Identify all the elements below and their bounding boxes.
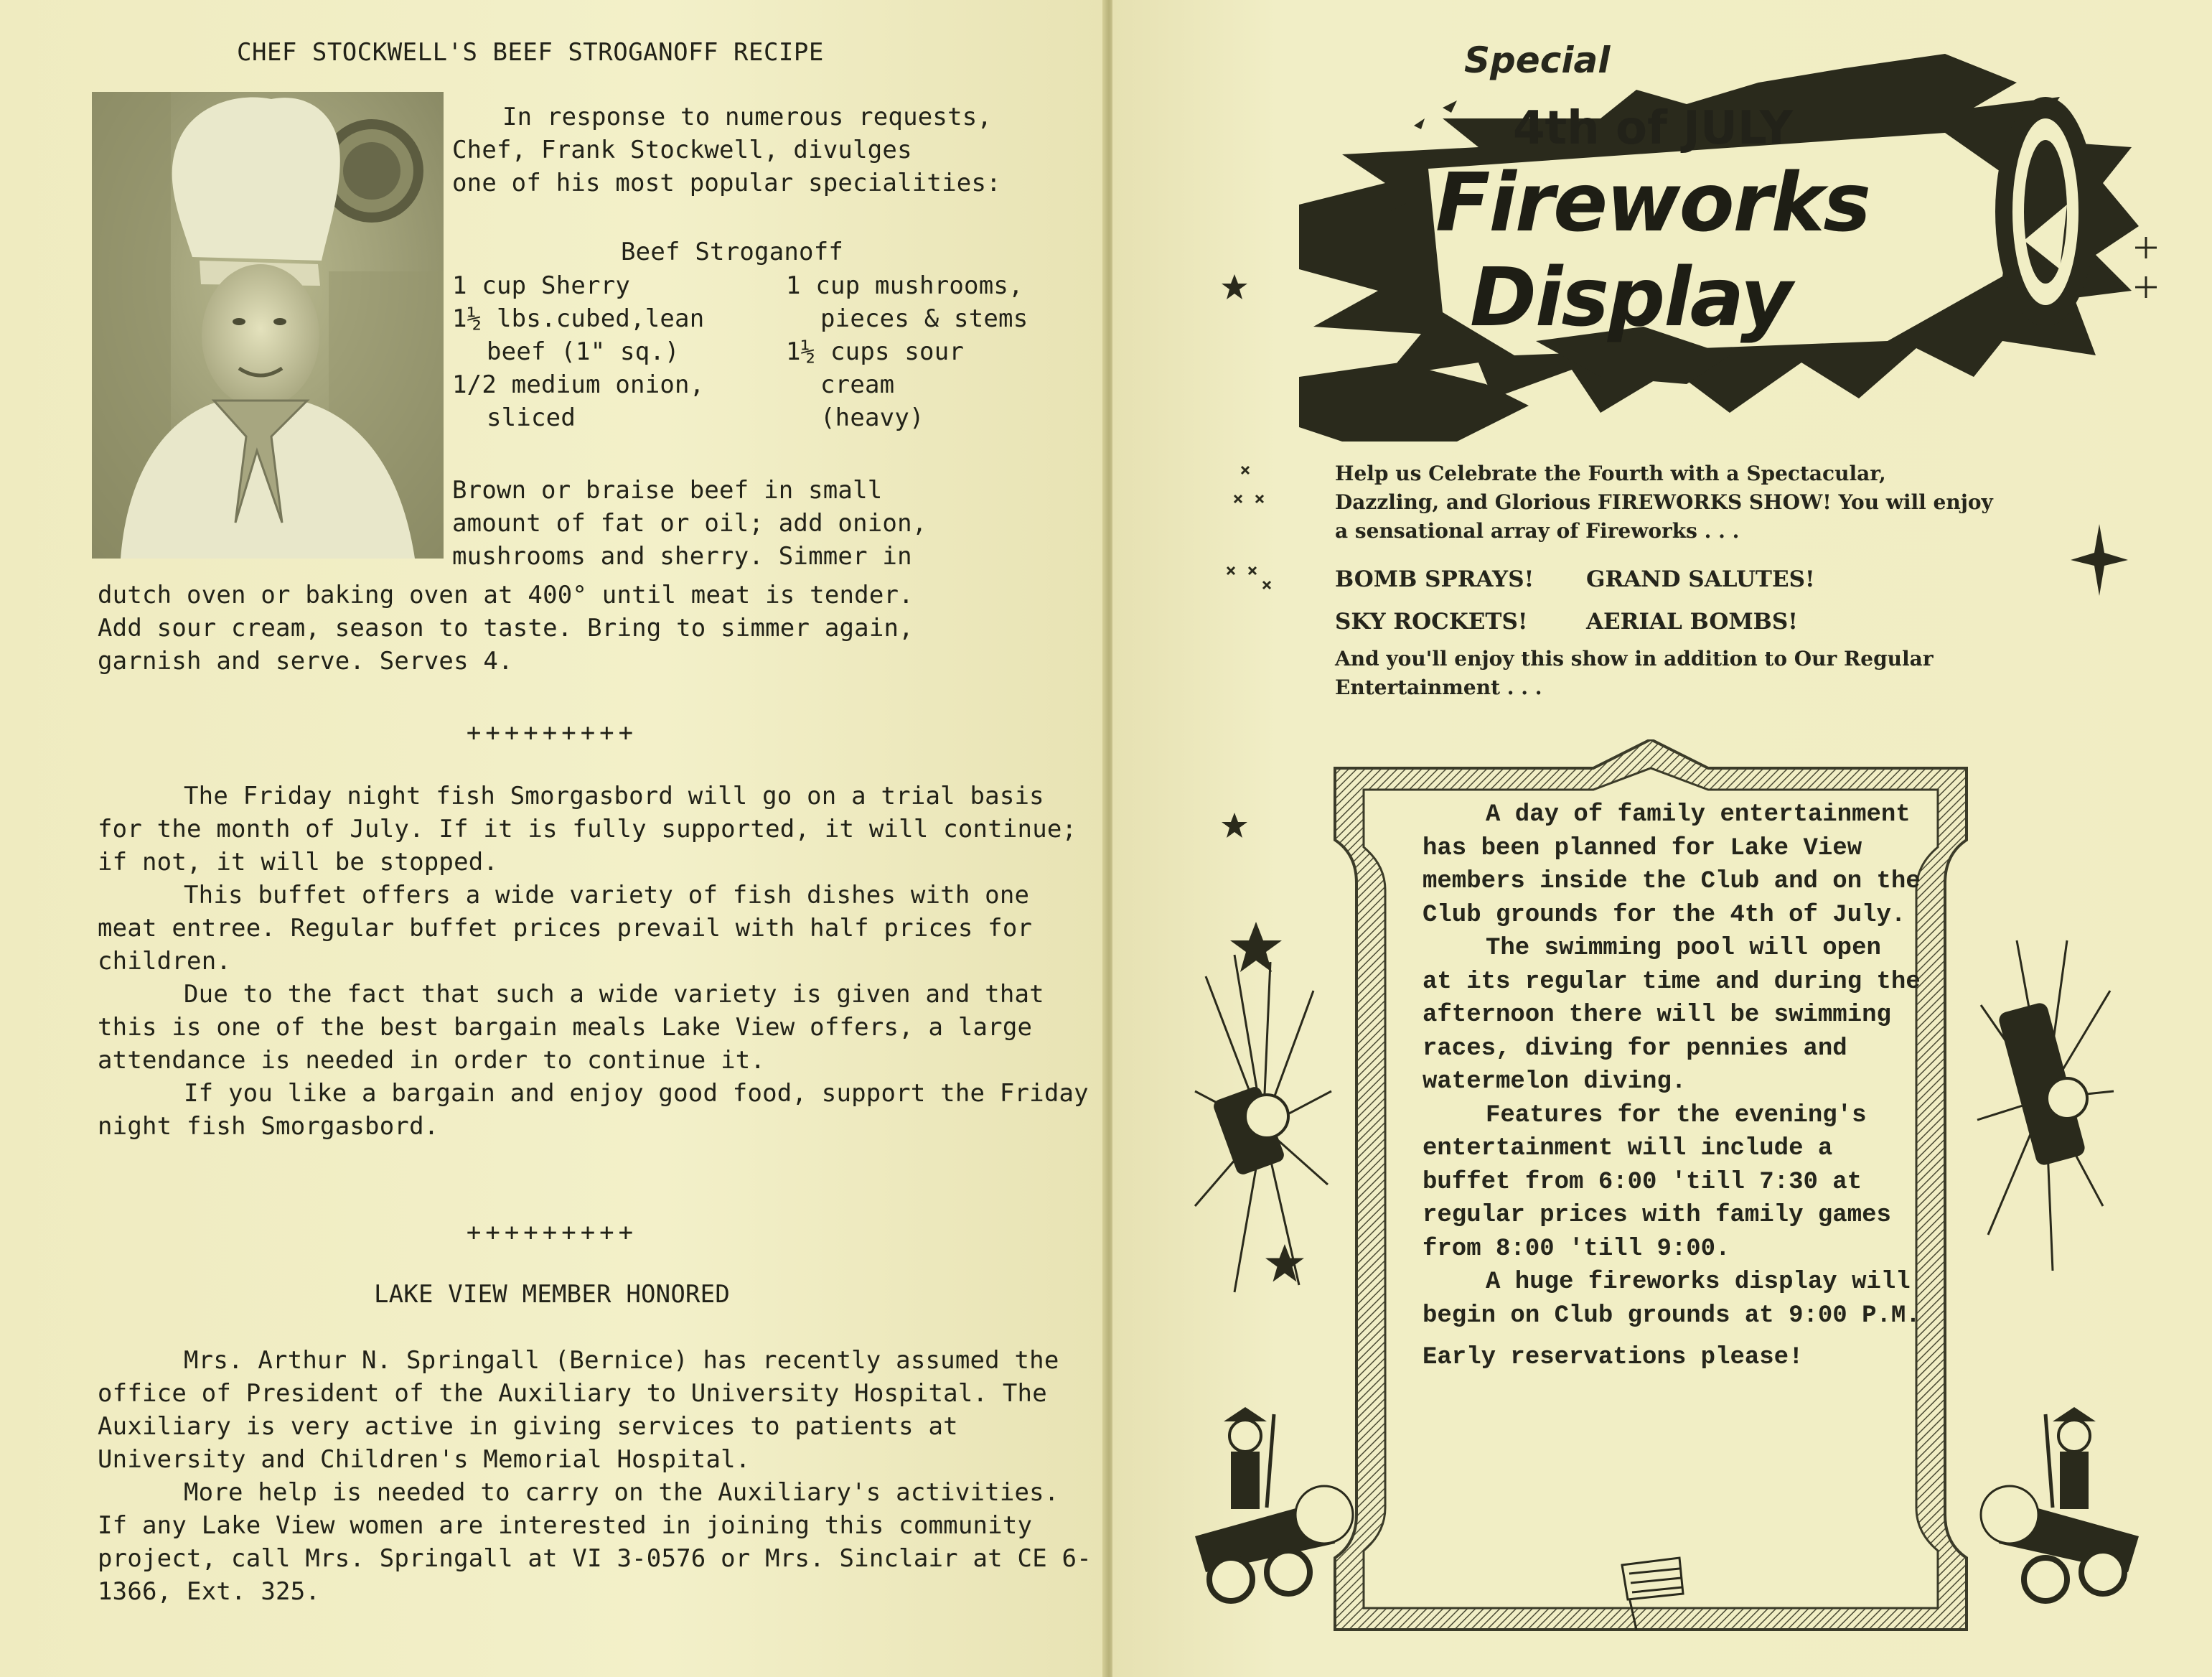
banner-display: Display <box>1470 251 1791 345</box>
ingredients-left <box>452 269 704 434</box>
directions-line: garnish and serve. Serves 4. <box>98 647 513 676</box>
dish-name: Beef Stroganoff <box>621 238 844 266</box>
chef-portrait-image <box>92 92 444 559</box>
frame-text <box>1423 798 1925 1375</box>
article-paragraph: If you like a bargain and enjoy good food, support the Friday night fish Smorgasbord. <box>98 1079 1089 1141</box>
ingredient-line: sliced <box>487 403 576 432</box>
article-paragraph: The Friday night fish Smorgasbord will go on a trial basis for the month of July. If it is fully supported, it will continue; if not, it will be stopped. <box>98 782 1077 877</box>
recipe-title: CHEF STOCKWELL'S BEEF STROGANOFF RECIPE <box>237 38 824 67</box>
directions-line: amount of fat or oil; add onion, <box>452 509 927 538</box>
ingredient-line: 1½ cups sour <box>786 337 965 366</box>
ingredient-line: 1 cup mushrooms, <box>786 271 1023 300</box>
ingredient-line: beef (1" sq.) <box>487 337 680 366</box>
sparkle-cluster-icon <box>1220 459 1278 603</box>
member-article <box>98 1344 1095 1608</box>
frame-paragraph: A day of family entertainment has been planned for Lake View members inside the Club and on the Club grounds for the 4th of July. <box>1423 801 1921 929</box>
frame-paragraph: The swimming pool will open at its regular time and during the afternoon there will be swimming races, diving for pennies and watermelon diving. <box>1423 935 1921 1096</box>
cannon-soldier-right-icon <box>1967 1400 2153 1608</box>
fireworks-item: SKY ROCKETS! <box>1335 609 1528 635</box>
directions-line: Add sour cream, season to taste. Bring to simmer again, <box>98 614 914 643</box>
directions-long <box>98 579 1095 678</box>
ingredient-line: 1½ lbs.cubed,lean <box>452 304 705 333</box>
smorgasbord-article <box>98 780 1095 1143</box>
intro-line: Chef, Frank Stockwell, divulges <box>452 136 912 164</box>
fireworks-intro: Help us Celebrate the Fourth with a Spectacular, Dazzling, and Glorious FIREWORKS SHOW! You will enjoy a sensational array of Fireworks . . . <box>1335 462 1993 543</box>
separator: +++++++++ <box>466 719 638 747</box>
ingredient-line: pieces & stems <box>820 304 1028 333</box>
firecracker-burst-left-icon <box>1191 948 1335 1307</box>
frame-paragraph: A huge fireworks display will begin on Club grounds at 9:00 P.M. <box>1423 1269 1921 1330</box>
banner-july: 4th of JULY <box>1513 102 1793 155</box>
article-paragraph: Due to the fact that such a wide variety is given and that this is one of the best bargain meals Lake View offers, a large attendance is needed in order to continue it. <box>98 980 1044 1075</box>
left-page <box>0 0 1104 1677</box>
member-heading: LAKE VIEW MEMBER HONORED <box>373 1280 731 1309</box>
intro-line: one of his most popular specialities: <box>452 169 1001 197</box>
frame-paragraph: Features for the evening's entertainment will include a buffet from 6:00 'till 7:30 at regular prices with family games from 8:00 'till 9:00. <box>1423 1101 1891 1263</box>
chef-photo <box>92 92 444 559</box>
ingredient-line: 1/2 medium onion, <box>452 370 705 399</box>
fireworks-item: BOMB SPRAYS! <box>1335 566 1534 592</box>
directions-line: mushrooms and sherry. Simmer in <box>452 542 912 571</box>
sparkle-icon <box>2128 237 2164 302</box>
recipe-intro <box>452 101 1055 200</box>
banner-fireworks: Fireworks <box>1435 157 1870 250</box>
fireworks-item: GRAND SALUTES! <box>1586 566 1815 592</box>
ingredient-line: 1 cup Sherry <box>452 271 631 300</box>
ingredient-line: (heavy) <box>820 403 924 432</box>
directions-short <box>452 474 1084 573</box>
intro-line: In response to numerous requests, <box>502 103 993 131</box>
banner-special: Special <box>1464 39 1611 81</box>
star-icon <box>1220 273 1249 302</box>
fireworks-outro: And you'll enjoy this show in addition to Our Regular Entertainment . . . <box>1335 647 1934 699</box>
four-point-star-icon <box>2067 517 2132 603</box>
article-paragraph: This buffet offers a wide variety of fish dishes with one meat entree. Regular buffet prices prevail with half prices for children. <box>98 881 1033 976</box>
reservations-note: Early reservations please! <box>1423 1344 1804 1371</box>
firecracker-burst-right-icon <box>1974 933 2117 1278</box>
directions-line: Brown or braise beef in small <box>452 476 883 505</box>
star-icon <box>1220 811 1249 840</box>
ingredient-line: cream <box>820 370 895 399</box>
fireworks-items <box>1335 559 1995 643</box>
separator: +++++++++ <box>466 1218 638 1247</box>
article-paragraph: Mrs. Arthur N. Springall (Bernice) has recently assumed the office of President of the Auxiliary to University Hospital. The Auxiliary is very active in giving services to patients at University and Children's Memorial Hospital. <box>98 1346 1059 1474</box>
directions-line: dutch oven or baking oven at 400° until meat is tender. <box>98 581 914 609</box>
article-paragraph: More help is needed to carry on the Auxiliary's activities. If any Lake View women are interested in joining this community project, call Mrs. Springall at VI 3-0576 or Mrs. Sinclair at CE 6-1366, Ext. 325. <box>98 1478 1092 1606</box>
ingredients-right <box>786 269 1028 434</box>
fireworks-item: AERIAL BOMBS! <box>1586 609 1798 635</box>
